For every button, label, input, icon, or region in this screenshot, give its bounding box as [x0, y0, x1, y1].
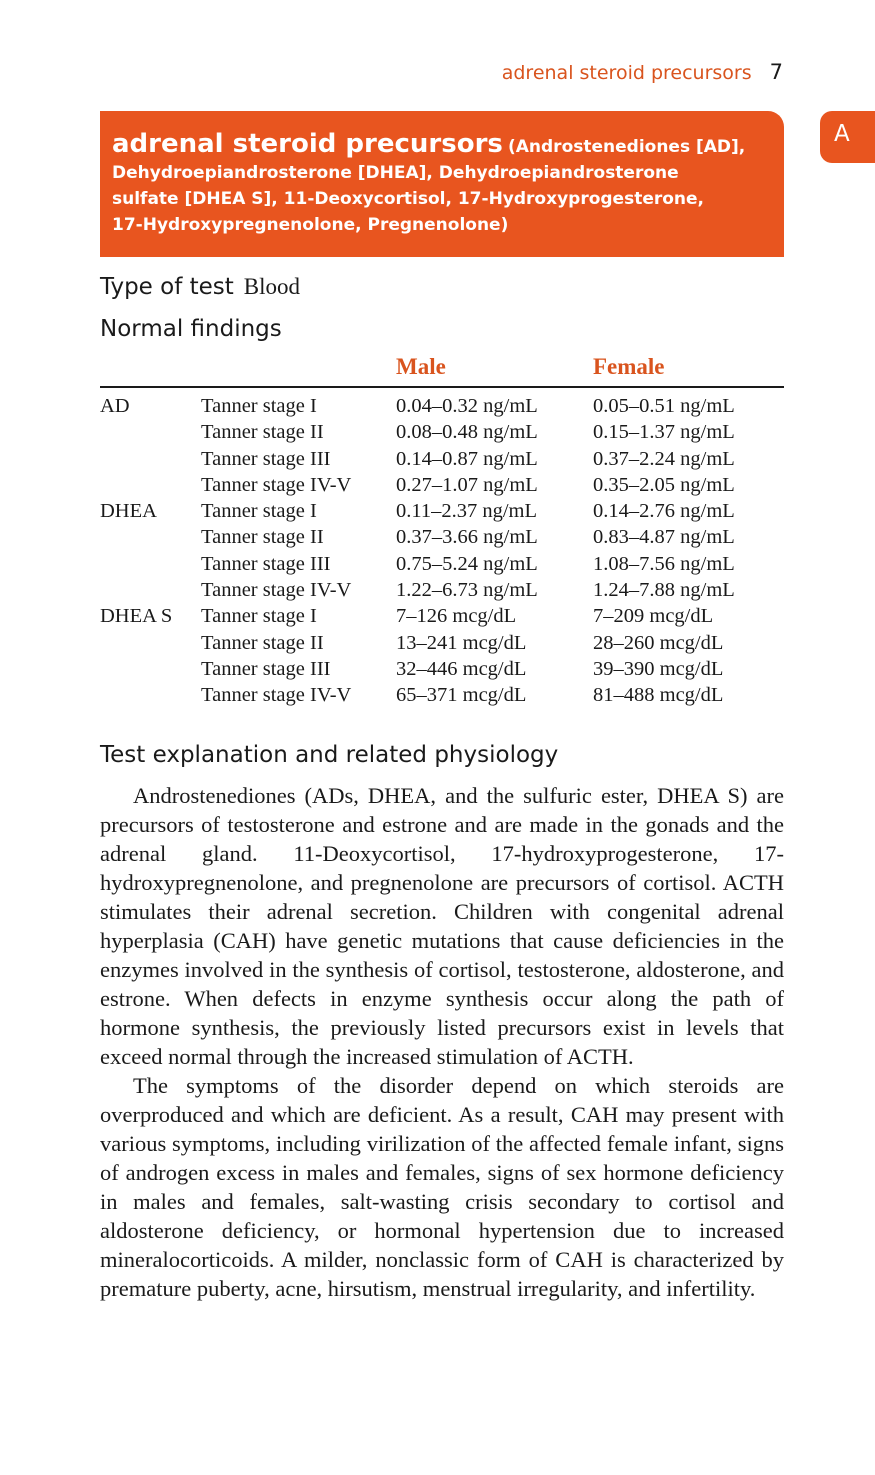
row-female-range: 1.08–7.56 ng/mL [593, 552, 735, 575]
row-stage: Tanner stage II [201, 421, 324, 444]
type-of-test [100, 274, 300, 300]
row-male-range: 0.27–1.07 ng/mL [396, 473, 538, 496]
explanation-body [100, 781, 784, 1303]
normal-findings-table [100, 395, 790, 711]
normal-findings-heading: Normal findings [100, 316, 282, 342]
running-head [502, 60, 783, 84]
row-male-range: 65–371 mcg/dL [396, 684, 527, 707]
row-stage: Tanner stage III [201, 657, 331, 680]
row-stage: Tanner stage I [201, 395, 317, 417]
row-female-range: 1.24–7.88 ng/mL [593, 579, 735, 602]
row-stage: Tanner stage II [201, 631, 324, 654]
row-analyte: DHEA S [100, 605, 173, 628]
explanation-paragraph: The symptoms of the disorder depend on which steroids are overproduced and which are deficient. As a result, CAH may present with various symptoms, including virilization of the affected female infant, signs of androgen excess in males and females, signs of sex hormone deficiency in males and females, salt-wasting crisis secondary to cortisol and aldosterone deficiency, or hormonal hypertension due to increased mineralocorticoids. A milder, nonclassic form of CAH is characterized by premature puberty, acne, hirsutism, menstrual irregularity, and infertility. [100, 1073, 784, 1301]
row-male-range: 0.11–2.37 ng/mL [396, 500, 538, 523]
row-male-range: 7–126 mcg/dL [396, 605, 517, 628]
entry-title: adrenal steroid precursors [112, 129, 503, 159]
row-male-range: 0.75–5.24 ng/mL [396, 552, 538, 575]
row-stage: Tanner stage II [201, 526, 324, 549]
row-female-range: 0.14–2.76 ng/mL [593, 500, 735, 523]
row-male-range: 0.08–0.48 ng/mL [396, 421, 538, 444]
table-row [100, 605, 790, 631]
row-female-range: 0.35–2.05 ng/mL [593, 473, 735, 496]
table-row [100, 395, 790, 421]
row-female-range: 7–209 mcg/dL [593, 605, 714, 628]
row-male-range: 0.04–0.32 ng/mL [396, 395, 538, 417]
row-stage: Tanner stage I [201, 605, 317, 628]
entry-synonyms-line3: sulfate [DHEA S], 11-Deoxycortisol, 17-Hydroxyprogesterone, [112, 189, 705, 209]
table-row [100, 684, 790, 710]
thumb-index-tab: A [820, 111, 875, 163]
running-head-title: adrenal steroid precursors [501, 62, 752, 84]
row-male-range: 0.37–3.66 ng/mL [396, 526, 538, 549]
row-female-range: 39–390 mcg/dL [593, 657, 724, 680]
entry-synonyms-line4: 17-Hydroxypregnenolone, Pregnenolone) [112, 215, 509, 235]
entry-synonyms-line2: Dehydroepiandrosterone [DHEA], Dehydroepiandrosterone [112, 163, 679, 183]
entry-synonyms-line1: (Androstenediones [AD], [507, 137, 746, 157]
table-rule [100, 386, 784, 388]
row-female-range: 0.37–2.24 ng/mL [593, 447, 735, 470]
table-row [100, 500, 790, 526]
row-male-range: 32–446 mcg/dL [396, 657, 527, 680]
table-row [100, 474, 790, 500]
table-row [100, 658, 790, 684]
row-female-range: 28–260 mcg/dL [593, 631, 724, 654]
title-box [100, 111, 784, 257]
type-of-test-label: Type of test [100, 274, 234, 300]
table-row [100, 421, 790, 447]
row-stage: Tanner stage III [201, 552, 331, 575]
explanation-heading: Test explanation and related physiology [100, 742, 559, 768]
column-header-male: Male [396, 354, 446, 379]
row-male-range: 1.22–6.73 ng/mL [396, 579, 538, 602]
type-of-test-value: Blood [243, 274, 301, 299]
column-header-female: Female [593, 354, 665, 379]
table-row [100, 553, 790, 579]
row-female-range: 0.15–1.37 ng/mL [593, 421, 735, 444]
row-female-range: 0.83–4.87 ng/mL [593, 526, 735, 549]
row-female-range: 0.05–0.51 ng/mL [593, 395, 735, 417]
table-row [100, 632, 790, 658]
table-row [100, 448, 790, 474]
row-female-range: 81–488 mcg/dL [593, 684, 724, 707]
row-male-range: 0.14–0.87 ng/mL [396, 447, 538, 470]
table-row [100, 579, 790, 605]
page-number: 7 [769, 60, 783, 84]
row-stage: Tanner stage IV-V [201, 473, 352, 496]
table-row [100, 526, 790, 552]
row-stage: Tanner stage IV-V [201, 579, 352, 602]
row-analyte: AD [100, 395, 130, 417]
row-male-range: 13–241 mcg/dL [396, 631, 527, 654]
row-stage: Tanner stage I [201, 500, 317, 523]
explanation-paragraph: Androstenediones (ADs, DHEA, and the sulfuric ester, DHEA S) are precursors of testosterone and estrone and are made in the gonads and the adrenal gland. 11-Deoxycortisol, 17-hydroxyprogesterone, 17-hydroxypregnenolone, and pregnenolone are precursors of cortisol. ACTH stimulates their adrenal secretion. Children with congenital adrenal hyperplasia (CAH) have genetic mutations that cause deficiencies in the enzymes involved in the synthesis of cortisol, testosterone, aldosterone, and estrone. When defects in enzyme synthesis occur along the path of hormone synthesis, the previously listed precursors exist in levels that exceed normal through the increased stimulation of ACTH. [100, 783, 784, 1069]
row-stage: Tanner stage III [201, 447, 331, 470]
row-stage: Tanner stage IV-V [201, 684, 352, 707]
row-analyte: DHEA [100, 500, 157, 523]
